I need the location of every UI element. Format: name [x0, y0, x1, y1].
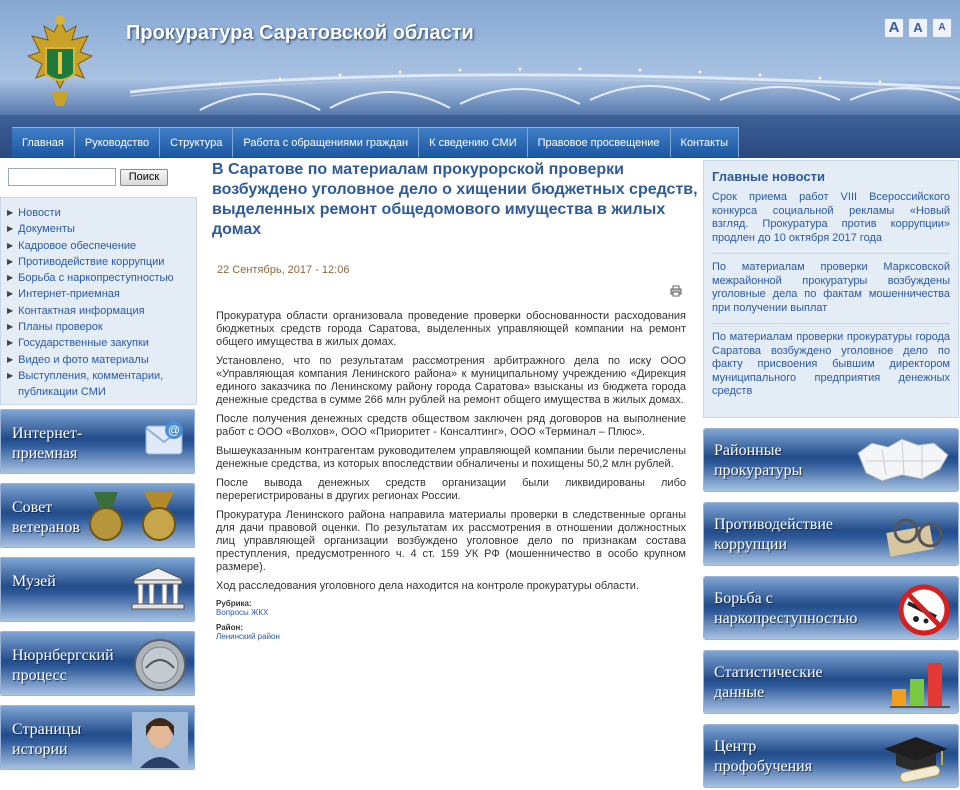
banner-label: Центр профобучения — [714, 738, 813, 775]
graduation-cap-icon — [880, 731, 952, 785]
main-news-title: Главные новости — [712, 169, 825, 184]
banner-label: Интернет- приемная — [12, 425, 83, 462]
rubric-link[interactable]: Вопросы ЖКХ — [216, 608, 269, 617]
menu-item-procurement[interactable]: ▶ Государственные закупки — [7, 335, 196, 351]
banner-label: Районные прокуратуры — [714, 442, 803, 479]
bullet-icon: ▶ — [7, 208, 14, 217]
main-news-panel — [703, 160, 959, 418]
banner-anticorruption[interactable] — [703, 502, 959, 566]
article-body — [216, 310, 686, 647]
nav-item-leadership[interactable]: Руководство — [75, 127, 160, 157]
article-title: В Саратове по материалам прокурорской проверки возбуждено уголовное дело о хищении бюджетных средств, выделенных ремонт общедомового имущества в жилых домах — [212, 161, 698, 238]
article-paragraph: Установлено, что по результатам рассмотрения арбитражного дела по иску ООО «Управляющая компания Ленинского района» к муниципальному учреждению «Дирекция единого заказчика по Ленинскому району города Саратова» взысканы из бюджета города денежные средства в сумме 266 млн рублей на ремонт общего имущества в жилых домах. — [216, 355, 686, 406]
site-title[interactable]: Прокуратура Саратовской области — [126, 22, 474, 44]
right-sidebar — [703, 160, 959, 775]
bullet-icon: ▶ — [7, 338, 14, 348]
museum-icon — [128, 564, 188, 614]
search-button[interactable]: Поиск — [120, 169, 168, 186]
bullet-icon: ▶ — [7, 224, 14, 234]
district-link[interactable]: Ленинский район — [216, 632, 280, 641]
banner-label: Статистические данные — [714, 664, 823, 701]
right-banners — [703, 428, 959, 790]
bar-chart-icon — [888, 657, 952, 711]
menu-item-anticorruption[interactable]: ▶ Противодействие коррупции — [7, 254, 196, 270]
nav-item-media[interactable]: К сведению СМИ — [419, 127, 528, 157]
banner-label: Противодействие коррупции — [714, 516, 833, 553]
bullet-icon: ▶ — [7, 240, 14, 250]
emblem-icon — [14, 12, 106, 112]
menu-item-media-gallery[interactable]: ▶ Видео и фото материалы — [7, 352, 196, 368]
article-date: 22 Сентябрь, 2017 - 12:06 — [217, 264, 350, 276]
banner-history-pages[interactable] — [0, 705, 195, 770]
bullet-icon: ▶ — [7, 305, 14, 315]
medals-icon — [88, 490, 188, 546]
nav-item-home[interactable]: Главная — [12, 127, 75, 157]
font-size-small-button[interactable]: A — [932, 18, 952, 38]
article — [212, 160, 698, 641]
bullet-icon: ▶ — [7, 322, 14, 332]
portrait-icon — [132, 712, 188, 768]
nav-item-appeals[interactable]: Работа с обращениями граждан — [233, 127, 419, 157]
nav-item-legal-education[interactable]: Правовое просвещение — [528, 127, 671, 157]
article-paragraph: Прокуратура области организовала проведение проверки обоснованности расходования бюджетных средств города Саратова, выделенных управляющей компании на ремонт общего имущества в жилых домах. — [216, 310, 686, 348]
banner-veterans-council[interactable] — [0, 483, 195, 548]
menu-item-documents[interactable]: ▶ Документы — [7, 221, 196, 237]
news-item[interactable]: Срок приема работ VIII Всероссийского конкурса социальной рекламы «Новый взгляд. Прокуратура против коррупции» продлен до 10 октября 2017 года — [712, 184, 950, 254]
bullet-icon: ▶ — [7, 370, 14, 380]
menu-item-staffing[interactable]: ▶ Кадровое обеспечение — [7, 238, 196, 254]
banner-label: Совет ветеранов — [12, 499, 80, 536]
news-item[interactable]: По материалам проверки прокуратуры города Саратова возбуждено уголовное дело по факту присвоения бывшим директором муниципального предприятия денежных средств — [712, 331, 950, 397]
news-item[interactable]: По материалам проверки Марксовской межрайонной прокуратуры возбуждены уголовные дела по фактам мошенничества при получении выплат — [712, 254, 950, 324]
svg-text:@: @ — [167, 423, 181, 437]
handcuffs-icon — [882, 509, 952, 561]
banner-statistics[interactable] — [703, 650, 959, 714]
email-icon — [142, 416, 188, 466]
banner-training-center[interactable] — [703, 724, 959, 788]
bullet-icon: ▶ — [7, 354, 14, 364]
menu-item-news[interactable]: ▶ Новости — [7, 205, 196, 221]
map-icon — [852, 435, 952, 487]
left-sidebar — [0, 160, 197, 758]
banner-drug-crime[interactable] — [703, 576, 959, 640]
left-banners — [0, 409, 195, 779]
article-paragraph: После получения денежных средств обществом заключен ряд договоров на выполнение работ с ООО «Волхов», ООО «Приоритет - Консалтинг», ООО «Терминал – Плюс». — [216, 413, 686, 438]
no-drugs-icon — [896, 583, 952, 637]
district-label: Район: — [216, 623, 243, 632]
banner-museum[interactable] — [0, 557, 195, 622]
article-paragraph: После вывода денежных средств организации были ликвидированы либо перерегистрированы в других регионах России. — [216, 477, 686, 502]
nav-item-contacts[interactable]: Контакты — [671, 127, 740, 157]
bullet-icon: ▶ — [7, 273, 14, 283]
font-size-controls — [884, 18, 952, 38]
font-size-large-button[interactable]: A — [884, 18, 904, 38]
site-header — [0, 0, 960, 158]
bullet-icon: ▶ — [7, 256, 14, 266]
search-input[interactable] — [8, 168, 116, 186]
rubric-label: Рубрика: — [216, 599, 252, 608]
banner-label: Страницы истории — [12, 721, 82, 758]
banner-label: Музей — [12, 573, 56, 590]
article-paragraph: Вышеуказанным контрагентам руководителем управляющей компании были перечислены денежные средства, из которых впоследствии обналичены и похищены 50,2 млн рублей. — [216, 445, 686, 470]
menu-item-drug-crime[interactable]: ▶ Борьба с наркопреступностью — [7, 270, 196, 286]
menu-item-inspection-plans[interactable]: ▶ Планы проверок — [7, 319, 196, 335]
banner-district-prosecutors[interactable] — [703, 428, 959, 492]
bullet-icon: ▶ — [7, 289, 14, 299]
menu-item-publications[interactable]: ▶ Выступления, комментарии, публикации СМИ — [7, 368, 196, 401]
banner-label: Нюрнбергский процесс — [12, 647, 114, 684]
font-size-medium-button[interactable]: A — [908, 18, 928, 38]
main-nav — [12, 127, 739, 157]
menu-item-contact-info[interactable]: ▶ Контактная информация — [7, 303, 196, 319]
nav-item-structure[interactable]: Структура — [160, 127, 233, 157]
article-paragraph: Ход расследования уголовного дела находится на контроле прокуратуры области. — [216, 580, 640, 592]
banner-label: Борьба с наркопреступностью — [714, 590, 858, 627]
banner-internet-reception[interactable] — [0, 409, 195, 474]
menu-item-internet-reception[interactable]: ▶ Интернет-приемная — [7, 286, 196, 302]
article-paragraph: Прокуратура Ленинского района направила материалы проверки в следственные органы для дачи правовой оценки. По результатам их рассмотрения в отношении должностных лиц управляющей организации возбуждено уголовное дело по признакам состава преступления, предусмотренного ч. 4 ст. 159 УК РФ (мошенничество в особо крупном размере). — [216, 509, 686, 573]
left-menu — [0, 197, 197, 405]
search-form — [8, 168, 197, 186]
coin-icon — [132, 638, 188, 692]
print-icon[interactable] — [670, 285, 682, 297]
banner-nuremberg-trials[interactable] — [0, 631, 195, 696]
